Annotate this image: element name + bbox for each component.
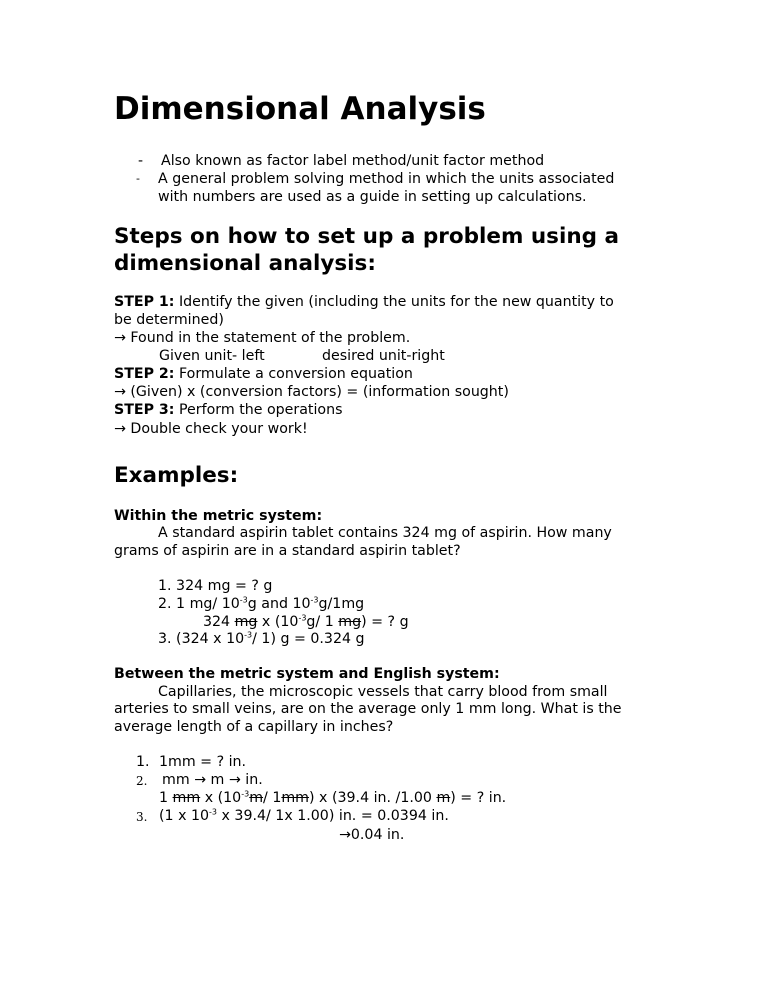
- exponent: -3: [244, 630, 253, 640]
- expr-part: ) = ? in.: [450, 790, 507, 806]
- example1-problem-line2: grams of aspirin are in a standard aspirin tablet?: [114, 543, 461, 559]
- expr-part: x 39.4/ 1x 1.00) in. = 0.0394 in.: [217, 808, 449, 824]
- example2-num2: 2.: [136, 774, 148, 788]
- example2-step2: mm → m → in.: [162, 772, 263, 788]
- step1-text: Identify the given (including the units for the new quantity to: [174, 294, 614, 310]
- cancelled-unit: m: [249, 790, 264, 806]
- step3-label: STEP 3:: [114, 402, 175, 418]
- expr-part: / 1) g = 0.324 g: [252, 631, 365, 647]
- step1-desired-right: desired unit-right: [322, 348, 445, 364]
- example2-step3: [159, 807, 449, 825]
- example1-step2-calc: [203, 613, 409, 631]
- step2-line: [114, 365, 413, 383]
- bullet-marker: -: [136, 172, 140, 185]
- example2-step1: 1mm = ? in.: [159, 754, 247, 770]
- example2-num3: 3.: [136, 810, 148, 824]
- expr-part: / 1: [263, 790, 282, 806]
- example2-num1: 1.: [136, 754, 150, 770]
- exponent: -3: [241, 789, 250, 799]
- step1-arrow-note: → Found in the statement of the problem.: [114, 330, 411, 346]
- expr-part: g and 10: [247, 596, 311, 612]
- expr-part: g/ 1: [306, 614, 339, 630]
- example2-problem-line2: arteries to small veins, are on the average only 1 mm long. What is the: [114, 701, 622, 717]
- steps-heading-line1: Steps on how to set up a problem using a: [114, 224, 620, 249]
- cancelled-unit: mg: [234, 614, 258, 630]
- step1-label: STEP 1:: [114, 294, 175, 310]
- intro-bullet-2-line2: with numbers are used as a guide in setting up calculations.: [158, 189, 587, 205]
- exponent: -3: [209, 807, 218, 817]
- example2-problem-line1: Capillaries, the microscopic vessels that carry blood from small: [158, 684, 608, 700]
- step3-arrow-note: → Double check your work!: [114, 421, 308, 437]
- steps-heading-line2: dimensional analysis:: [114, 251, 376, 276]
- example2-heading: Between the metric system and English system:: [114, 666, 500, 682]
- step2-text: Formulate a conversion equation: [174, 366, 413, 382]
- expr-part: ) = ? g: [361, 614, 409, 630]
- step3-line: [114, 401, 343, 419]
- example1-problem-line1: A standard aspirin tablet contains 324 mg of aspirin. How many: [158, 525, 612, 541]
- expr-part: 3. (324 x 10: [158, 631, 245, 647]
- step1-line1: [114, 293, 614, 311]
- cancelled-unit: m: [436, 790, 451, 806]
- bullet-marker: -: [138, 153, 144, 169]
- expr-part: x (10: [200, 790, 242, 806]
- step1-given-left: Given unit- left: [159, 348, 265, 364]
- example1-step1: 1. 324 mg = ? g: [158, 578, 273, 594]
- intro-bullet-1: Also known as factor label method/unit factor method: [161, 153, 545, 169]
- example1-heading: Within the metric system:: [114, 508, 323, 524]
- exponent: -3: [239, 595, 248, 605]
- cancelled-unit: mm: [172, 790, 201, 806]
- examples-heading: Examples:: [114, 463, 239, 488]
- step3-text: Perform the operations: [174, 402, 343, 418]
- cancelled-unit: mm: [281, 790, 310, 806]
- exponent: -3: [310, 595, 319, 605]
- expr-part: 2. 1 mg/ 10: [158, 596, 240, 612]
- expr-part: 324: [203, 614, 235, 630]
- expr-part: ) x (39.4 in. /1.00: [309, 790, 437, 806]
- expr-part: 1: [159, 790, 173, 806]
- exponent: -3: [298, 613, 307, 623]
- example2-problem-line3: average length of a capillary in inches?: [114, 719, 394, 735]
- expr-part: x (10: [257, 614, 299, 630]
- expr-part: g/1mg: [318, 596, 365, 612]
- example1-step2: [158, 595, 364, 613]
- intro-bullet-2-line1: A general problem solving method in which the units associated: [158, 171, 615, 187]
- example2-result: →0.04 in.: [339, 827, 405, 843]
- page-title: Dimensional Analysis: [114, 91, 486, 127]
- step1-line2: be determined): [114, 312, 224, 328]
- expr-part: (1 x 10: [159, 808, 210, 824]
- example2-step2-calc: [159, 789, 506, 807]
- example1-step3: [158, 630, 365, 648]
- step2-label: STEP 2:: [114, 366, 175, 382]
- step2-arrow-note: → (Given) x (conversion factors) = (information sought): [114, 384, 509, 400]
- cancelled-unit: mg: [338, 614, 362, 630]
